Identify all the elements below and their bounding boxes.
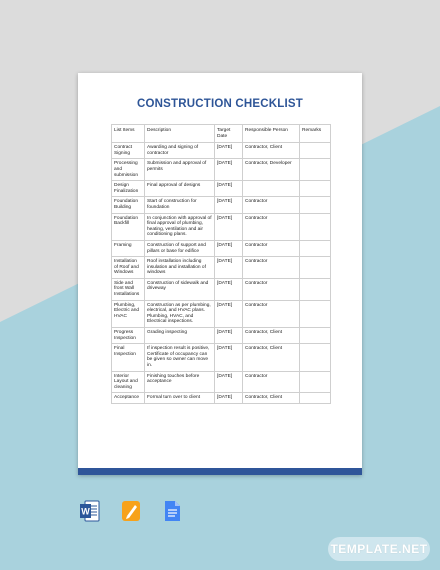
cell-remarks — [300, 371, 331, 393]
cell-responsible-person: Contractor — [243, 278, 300, 300]
cell-remarks — [300, 213, 331, 240]
cell-target-date: [DATE] — [215, 344, 243, 371]
cell-remarks — [300, 300, 331, 327]
cell-description: Submission and approval of permits — [145, 159, 215, 181]
cell-list-item: Interior Layout and cleaning — [112, 371, 145, 393]
table-row — [112, 328, 331, 344]
cell-list-item: Final Inspection — [112, 344, 145, 371]
document-title: CONSTRUCTION CHECKLIST — [136, 98, 304, 110]
cell-responsible-person: Contractor — [243, 371, 300, 393]
cell-responsible-person: Contractor, Client — [243, 328, 300, 344]
cell-target-date: [DATE] — [215, 371, 243, 393]
table-header-row — [112, 125, 331, 143]
cell-list-item: Processing and submission — [112, 159, 145, 181]
cell-remarks — [300, 278, 331, 300]
cell-remarks — [300, 143, 331, 159]
cell-description: Construction of sidewalk and driveway — [145, 278, 215, 300]
cell-target-date: [DATE] — [215, 159, 243, 181]
cell-responsible-person: Contractor, Client — [243, 143, 300, 159]
cell-list-item: Side and front Wall Installations — [112, 278, 145, 300]
table-row — [112, 197, 331, 213]
table-row — [112, 278, 331, 300]
cell-responsible-person: Contractor, Client — [243, 344, 300, 371]
table-row — [112, 181, 331, 197]
cell-responsible-person: Contractor — [243, 240, 300, 256]
header-responsible-person: Responsible Person — [243, 125, 300, 143]
pages-icon[interactable] — [121, 500, 141, 522]
svg-text:W: W — [81, 506, 90, 517]
cell-target-date: [DATE] — [215, 393, 243, 404]
cell-list-item: Framing — [112, 240, 145, 256]
cell-list-item: Acceptance — [112, 393, 145, 404]
cell-description: Final approval of designs — [145, 181, 215, 197]
word-icon[interactable] — [80, 500, 100, 522]
table-row — [112, 143, 331, 159]
cell-description: Grading inspecting — [145, 328, 215, 344]
template-net-badge[interactable]: TEMPLATE.NET — [328, 537, 430, 561]
cell-target-date: [DATE] — [215, 328, 243, 344]
cell-target-date: [DATE] — [215, 278, 243, 300]
cell-description: Construction as per plumbing, electrical, and HVAC plans. Plumbing, HVAC, and Electrical inspections. — [145, 300, 215, 327]
cell-list-item: Foundation Backfill — [112, 213, 145, 240]
table-row — [112, 371, 331, 393]
cell-target-date: [DATE] — [215, 197, 243, 213]
cell-responsible-person: Contractor — [243, 257, 300, 279]
header-description: Description — [145, 125, 215, 143]
cell-responsible-person — [243, 181, 300, 197]
cell-target-date: [DATE] — [215, 240, 243, 256]
checklist-table — [111, 124, 331, 404]
app-icons — [80, 500, 182, 522]
table-row — [112, 393, 331, 404]
cell-description: Finishing touches before acceptance — [145, 371, 215, 393]
cell-list-item: Contract Signing — [112, 143, 145, 159]
cell-list-item: Plumbing, Electric and HVAC — [112, 300, 145, 327]
cell-list-item: Foundation Building — [112, 197, 145, 213]
cell-description: If inspection result is positive, Certificate of occupancy can be given so owner can move in. — [145, 344, 215, 371]
cell-responsible-person: Contractor, Client — [243, 393, 300, 404]
cell-remarks — [300, 181, 331, 197]
cell-target-date: [DATE] — [215, 143, 243, 159]
table-row — [112, 159, 331, 181]
cell-description: Construction of support and pillars or base for edifice — [145, 240, 215, 256]
cell-description: Formal turn over to client — [145, 393, 215, 404]
cell-target-date: [DATE] — [215, 300, 243, 327]
cell-target-date: [DATE] — [215, 257, 243, 279]
cell-target-date: [DATE] — [215, 213, 243, 240]
document-page — [78, 73, 362, 475]
table-row — [112, 300, 331, 327]
table-row — [112, 257, 331, 279]
cell-description: Start of construction for foundation — [145, 197, 215, 213]
google-docs-icon[interactable] — [162, 500, 182, 522]
cell-remarks — [300, 159, 331, 181]
cell-description: Roof installation including insulation and installation of windows — [145, 257, 215, 279]
document-footer-bar — [78, 468, 362, 475]
table-row — [112, 213, 331, 240]
header-target-date: Target Date — [215, 125, 243, 143]
cell-list-item: Installation of Roof and Windows — [112, 257, 145, 279]
cell-responsible-person: Contractor — [243, 213, 300, 240]
cell-remarks — [300, 344, 331, 371]
cell-responsible-person: Contractor — [243, 300, 300, 327]
table-row — [112, 240, 331, 256]
cell-target-date: [DATE] — [215, 181, 243, 197]
table-row — [112, 344, 331, 371]
cell-responsible-person: Contractor, Developer — [243, 159, 300, 181]
cell-list-item: Progress Inspection — [112, 328, 145, 344]
cell-list-item: Design Finalization — [112, 181, 145, 197]
cell-remarks — [300, 328, 331, 344]
header-list-items: List Items — [112, 125, 145, 143]
cell-responsible-person: Contractor — [243, 197, 300, 213]
cell-description: In conjunction with approval of final approval of plumbing, heating, ventilation and air conditioning plans. — [145, 213, 215, 240]
cell-remarks — [300, 197, 331, 213]
cell-description: Awarding and signing of contractor — [145, 143, 215, 159]
cell-remarks — [300, 393, 331, 404]
header-remarks: Remarks — [300, 125, 331, 143]
cell-remarks — [300, 257, 331, 279]
cell-remarks — [300, 240, 331, 256]
